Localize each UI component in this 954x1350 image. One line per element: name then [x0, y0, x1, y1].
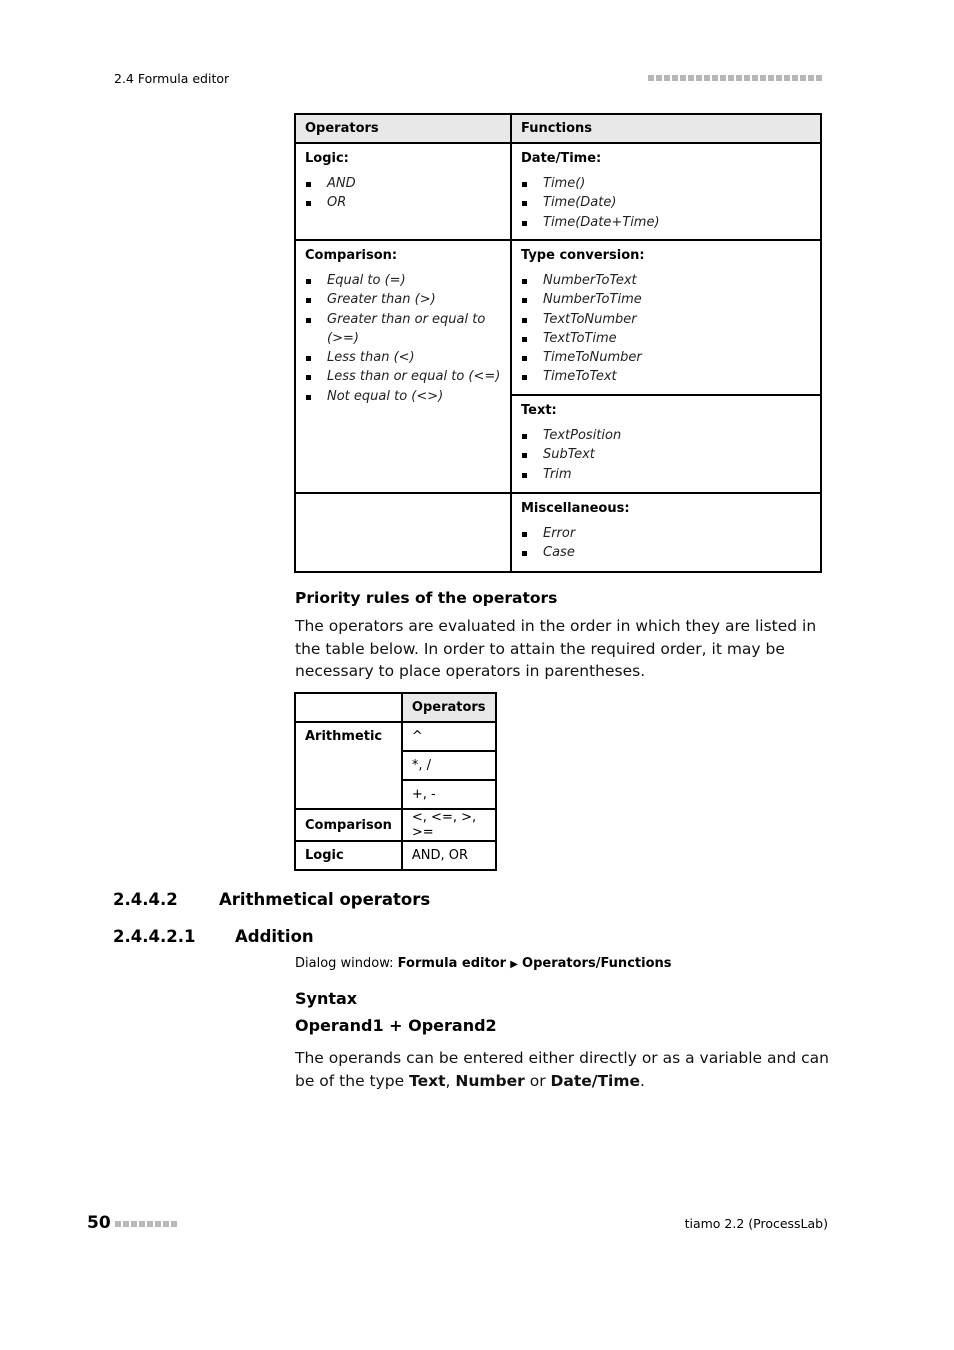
category-title: Text: [521, 403, 557, 418]
datetime-list [521, 174, 811, 232]
desc-text: The operands can be entered either directly or as a variable and can be of the type [295, 1049, 829, 1090]
logic-list [305, 174, 501, 213]
text-list [521, 426, 811, 484]
list-item: Greater than or equal to (>=) [305, 310, 501, 349]
priority-header: Operators [402, 693, 496, 722]
list-item: Equal to (=) [305, 271, 501, 290]
dialog-prefix: Dialog window: [295, 956, 398, 971]
list-item: OR [305, 193, 501, 212]
arith-op: *, / [402, 751, 496, 780]
comparison-list [305, 271, 501, 406]
list-item: SubText [521, 445, 811, 464]
header-dot-rule [648, 75, 822, 81]
arith-op: ^ [402, 722, 496, 751]
type-datetime: Date/Time [550, 1071, 640, 1090]
priority-corner [295, 693, 402, 722]
list-item: AND [305, 174, 501, 193]
separator: or [524, 1071, 551, 1090]
comparison-ops: <, <=, >, >= [402, 809, 496, 841]
category-title: Logic: [305, 151, 349, 166]
list-item: TimeToNumber [521, 348, 811, 367]
list-item: NumberToTime [521, 290, 811, 309]
list-item: TextToNumber [521, 310, 811, 329]
list-item: TimeToText [521, 367, 811, 386]
type-number: Number [455, 1071, 525, 1090]
misc-list [521, 524, 811, 563]
running-header: 2.4 Formula editor [114, 71, 230, 86]
priority-table [294, 692, 497, 871]
cell-empty [295, 493, 511, 572]
list-item: Less than (<) [305, 348, 501, 367]
col-header-operators: Operators [295, 114, 511, 143]
priority-heading: Priority rules of the operators [295, 589, 558, 607]
list-item: Not equal to (<>) [305, 387, 501, 406]
list-item: TextToTime [521, 329, 811, 348]
list-item: Less than or equal to (<=) [305, 367, 501, 386]
syntax-description [295, 1047, 835, 1092]
category-title: Miscellaneous: [521, 501, 630, 516]
arith-op: +, - [402, 780, 496, 809]
row-label-logic: Logic [295, 841, 402, 870]
section-title-2421: Addition [235, 927, 314, 946]
arrow-right-icon: ▶ [510, 959, 518, 970]
list-item: Time() [521, 174, 811, 193]
syntax-heading: Syntax [295, 989, 358, 1008]
footer-product: tiamo 2.2 (ProcessLab) [684, 1216, 828, 1231]
period: . [640, 1071, 645, 1090]
cell-logic [295, 143, 511, 240]
category-title: Comparison: [305, 248, 398, 263]
list-item: Greater than (>) [305, 290, 501, 309]
row-label-arithmetic: Arithmetic [295, 722, 402, 809]
syntax-expression: Operand1 + Operand2 [295, 1016, 497, 1035]
separator: , [445, 1071, 456, 1090]
dialog-path-1: Formula editor [397, 956, 507, 971]
col-header-functions: Functions [511, 114, 821, 143]
cell-comparison [295, 240, 511, 493]
category-title: Type conversion: [521, 248, 645, 263]
list-item: Time(Date) [521, 193, 811, 212]
operators-functions-table [294, 113, 822, 573]
page-number: 50 [87, 1213, 111, 1233]
cell-misc [511, 493, 821, 572]
typeconv-list [521, 271, 811, 387]
row-label-comparison: Comparison [295, 809, 402, 841]
list-item: Error [521, 524, 811, 543]
category-title: Date/Time: [521, 151, 602, 166]
list-item: Time(Date+Time) [521, 213, 811, 232]
cell-text [511, 395, 821, 493]
priority-paragraph: The operators are evaluated in the order in which they are listed in the table below. In order to attain the required order, it may be necessary to place operators in parentheses. [295, 617, 817, 680]
cell-datetime [511, 143, 821, 240]
logic-ops: AND, OR [402, 841, 496, 870]
footer-dot-rule [115, 1221, 177, 1227]
section-title-242: Arithmetical operators [219, 890, 431, 909]
list-item: NumberToText [521, 271, 811, 290]
section-number-2421: 2.4.4.2.1 [113, 927, 196, 946]
list-item: Trim [521, 465, 811, 484]
list-item: TextPosition [521, 426, 811, 445]
dialog-path [295, 956, 672, 971]
dialog-path-2: Operators/Functions [522, 956, 672, 971]
type-text: Text [409, 1071, 446, 1090]
cell-type-conversion [511, 240, 821, 395]
section-number-242: 2.4.4.2 [113, 890, 178, 909]
list-item: Case [521, 543, 811, 562]
